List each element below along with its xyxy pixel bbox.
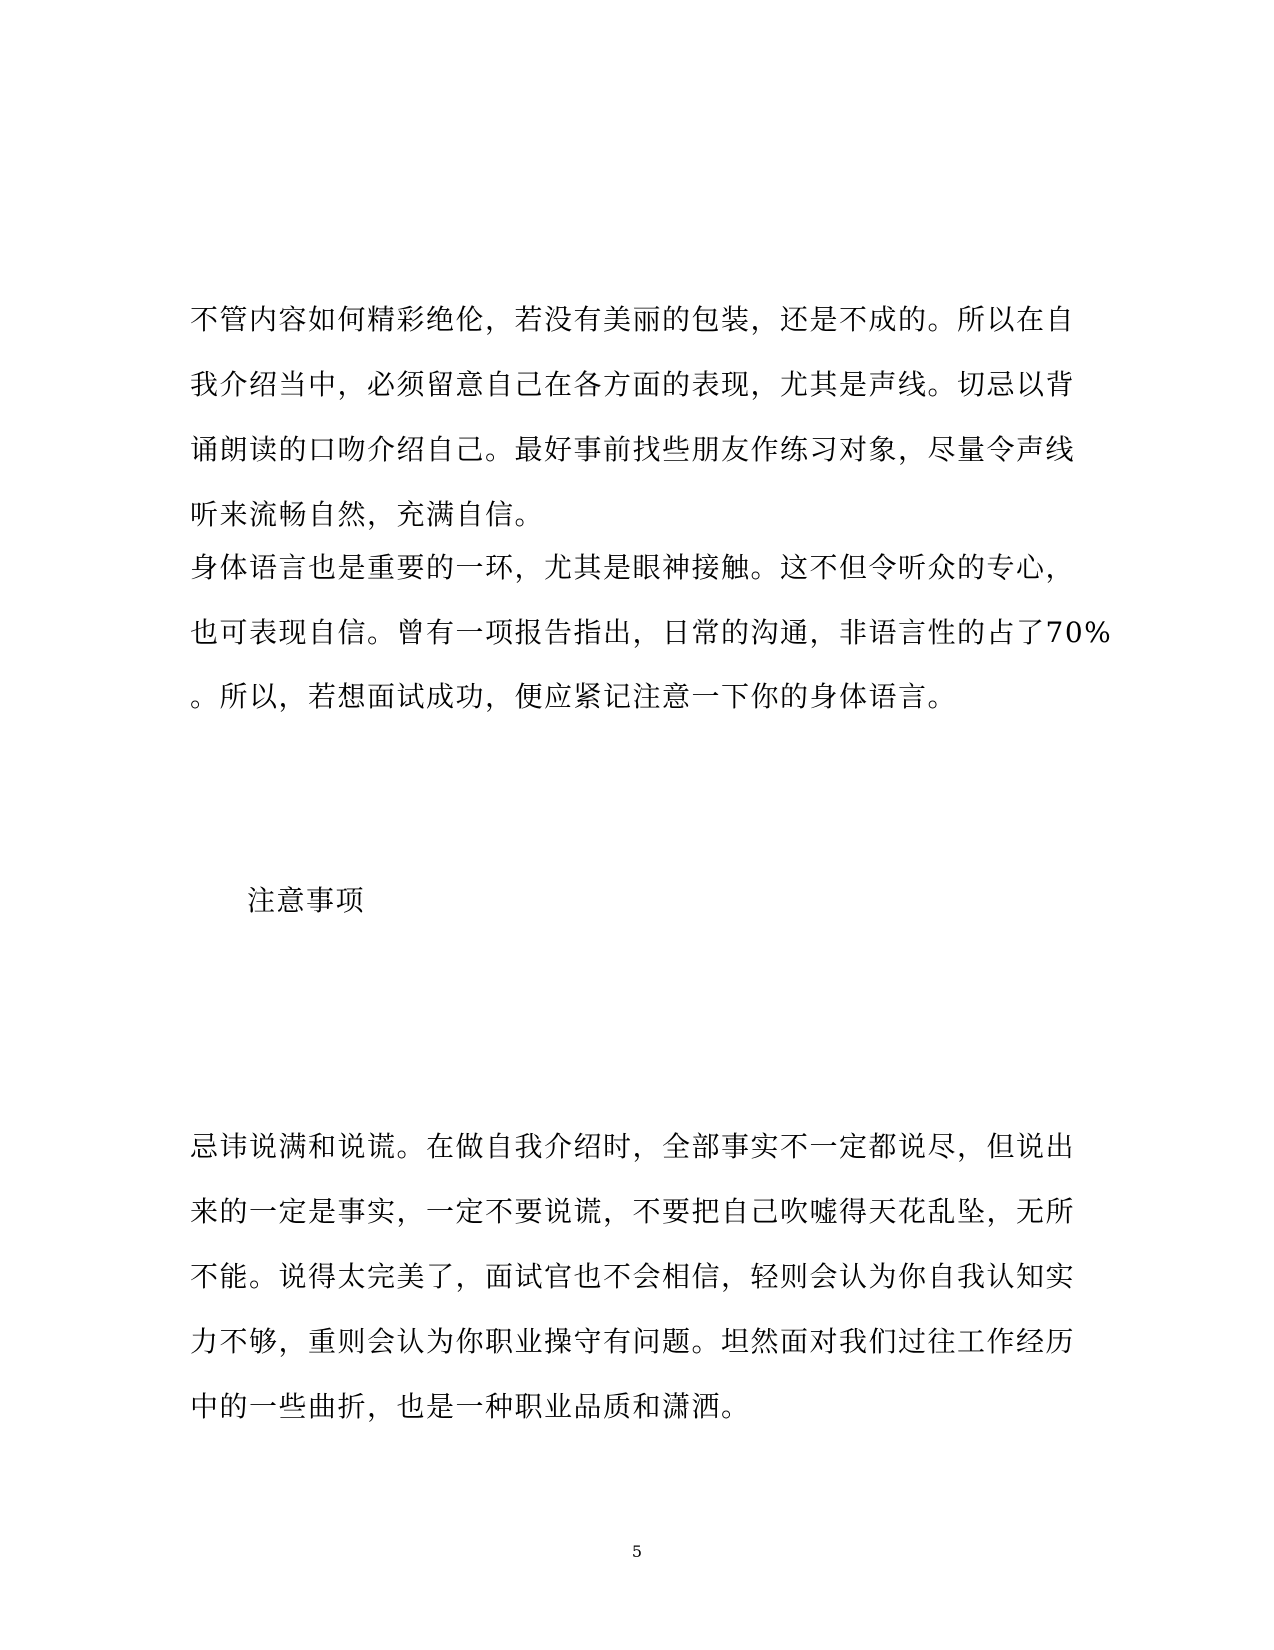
- text-line: 身体语言也是重要的一环，尤其是眼神接触。这不但令听众的专心，: [190, 551, 1076, 584]
- text-line: 不管内容如何精彩绝伦，若没有美丽的包装，还是不成的。所以在自: [190, 303, 1076, 336]
- text-line: 忌讳说满和说谎。在做自我介绍时，全部事实不一定都说尽，但说出: [190, 1130, 1076, 1163]
- text-line: 听来流畅自然，充满自信。: [190, 498, 545, 531]
- text-line: 来的一定是事实，一定不要说谎，不要把自己吹嘘得天花乱坠，无所: [190, 1195, 1076, 1228]
- text-line: 。所以，若想面试成功，便应紧记注意一下你的身体语言。: [190, 680, 958, 713]
- text-line: 力不够，重则会认为你职业操守有问题。坦然面对我们过往工作经历: [190, 1325, 1076, 1358]
- text-line: 中的一些曲折，也是一种职业品质和潇洒。: [190, 1390, 751, 1423]
- text-line: 诵朗读的口吻介绍自己。最好事前找些朋友作练习对象，尽量令声线: [190, 433, 1076, 466]
- section-heading: 注意事项: [247, 884, 366, 917]
- text-line: 我介绍当中，必须留意自己在各方面的表现，尤其是声线。切忌以背: [190, 368, 1076, 401]
- page-number: 5: [631, 1542, 643, 1561]
- text-line: 不能。说得太完美了，面试官也不会相信，轻则会认为你自我认知实: [190, 1260, 1076, 1293]
- text-line: 也可表现自信。曾有一项报告指出，日常的沟通，非语言性的占了70%: [190, 616, 1113, 649]
